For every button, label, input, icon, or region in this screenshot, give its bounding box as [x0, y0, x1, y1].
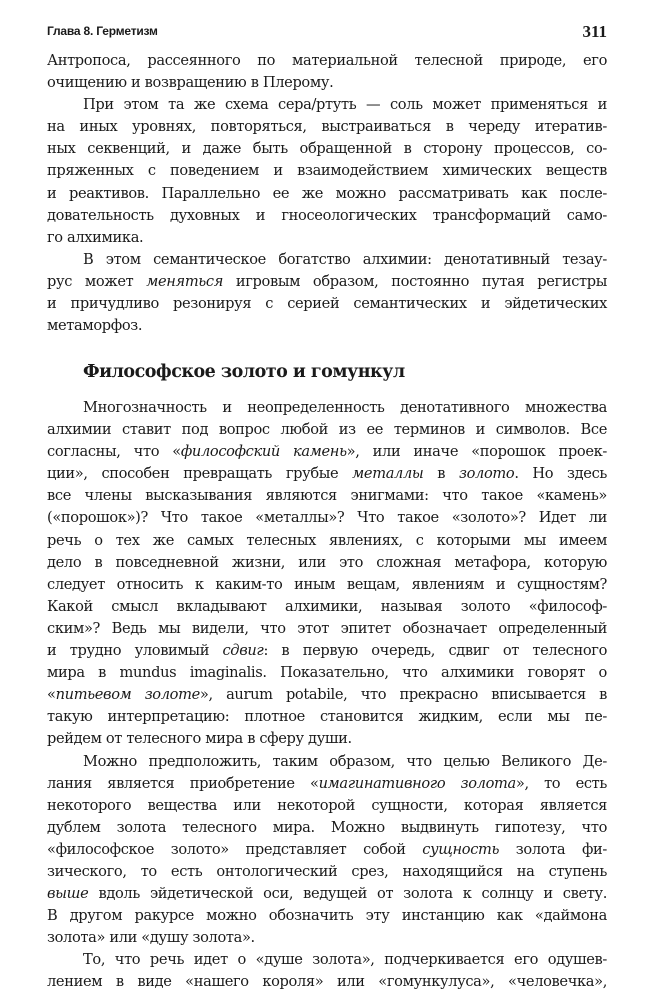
text-run: лением в виде «нашего короля» или «гомункулуса», «человечка»,	[47, 973, 607, 991]
text-run: довательность духовных и гносеологических трансформаций само-	[47, 206, 607, 224]
text-line	[47, 552, 607, 574]
text-run: », то есть	[515, 774, 607, 792]
text-line	[47, 227, 607, 249]
text-run: ных секвенций, и даже быть обращенной в сторону процессов, со-	[47, 140, 607, 158]
text-run: Какой смысл вкладывают алхимики, называя золото «философ-	[47, 597, 607, 615]
running-head	[47, 22, 607, 42]
text-run: игровым образом, постоянно путая регистры	[223, 272, 608, 290]
text-run: Многозначность и неопределенность денотативного множества	[83, 399, 607, 416]
text-line	[47, 883, 607, 905]
text-run: очищению и возвращению в Плерому.	[47, 74, 334, 92]
text-line	[47, 662, 607, 684]
text-line	[47, 507, 607, 529]
text-run: мира в mundus imaginalis. Показательно, что алхимики говорят о	[47, 664, 607, 682]
text-line	[47, 50, 607, 72]
text-line	[47, 574, 607, 596]
text-run: «	[47, 686, 56, 704]
text-run: и трудно уловимый	[47, 642, 223, 660]
emphasized-text: сдвиг	[222, 642, 264, 660]
text-line	[47, 485, 607, 507]
emphasized-text: имагинативного золота	[318, 774, 516, 792]
text-line	[47, 773, 607, 795]
text-run: : в первую очередь, сдвиг от телесного	[263, 642, 607, 660]
text-run: алхимии ставит под вопрос любой из ее терминов и символов. Все	[47, 421, 607, 439]
text-line	[47, 971, 607, 993]
text-run: дело в повседневной жизни, или это сложная метафора, которую	[47, 553, 607, 571]
text-line	[47, 640, 607, 662]
emphasized-text: выше	[47, 885, 89, 903]
text-run: При этом та же схема сера/ртуть — соль может применяться и	[83, 96, 607, 114]
text-line	[47, 293, 607, 315]
text-line	[47, 949, 607, 971]
text-run: дублем золота телесного мира. Можно выдвинуть гипотезу, что	[47, 818, 607, 836]
text-line	[47, 397, 607, 419]
text-run: все члены высказывания являются энигмами: что такое «камень»	[47, 487, 607, 505]
text-run: некоторого вещества или некоторой сущности, которая является	[47, 796, 607, 814]
text-run: пряженных с поведением и взаимодействием химических веществ	[47, 162, 607, 180]
text-line	[47, 618, 607, 640]
text-run: ским»? Ведь мы видели, что этот эпитет обозначает определенный	[47, 619, 607, 637]
text-line	[47, 905, 607, 927]
emphasized-text: меняться	[146, 272, 224, 290]
section-heading: Философское золото и гомункул	[83, 362, 405, 382]
text-run: речь о тех же самых телесных явлениях, с которыми мы имеем	[47, 531, 607, 549]
text-run: ции», способен превращать грубые	[47, 465, 353, 483]
text-run: («порошок»)? Что такое «металлы»? Что такое «золото»? Идет ли	[47, 509, 607, 527]
text-line	[47, 160, 607, 182]
text-line	[47, 441, 607, 463]
text-run: го алхимика.	[47, 228, 144, 246]
text-run: метаморфоз.	[47, 317, 143, 335]
text-run: в	[423, 465, 459, 483]
text-run: В этом семантическое богатство алхимии: денотативный тезау-	[83, 250, 607, 268]
body-text-section-1	[47, 50, 607, 337]
text-run: лания является приобретение «	[47, 774, 319, 792]
text-run: То, что речь идет о «душе золота», подчеркивается его одушев-	[83, 951, 607, 969]
text-run: золота» или «душу золота».	[47, 929, 255, 947]
text-line	[47, 706, 607, 728]
text-run: Можно предположить, таким образом, что целью Великого Де-	[83, 752, 607, 770]
text-run: В другом ракурсе можно обозначить эту инстанцию как «даймона	[47, 907, 607, 925]
text-line	[47, 205, 607, 227]
text-line	[47, 138, 607, 160]
text-run: такую интерпретацию: плотное становится жидким, если мы пе-	[47, 708, 607, 726]
text-line	[47, 596, 607, 618]
text-line	[47, 72, 607, 94]
text-line	[47, 183, 607, 205]
text-line	[47, 116, 607, 138]
text-line	[47, 530, 607, 552]
text-run: зического, то есть онтологический срез, находящийся на ступень	[47, 862, 607, 880]
text-line	[47, 271, 607, 293]
emphasized-text: золото	[458, 465, 515, 483]
text-line	[47, 817, 607, 839]
emphasized-text: философский камень	[180, 443, 347, 461]
text-line	[47, 463, 607, 485]
emphasized-text: металлы	[352, 465, 424, 483]
text-line	[47, 861, 607, 883]
page-number: 311	[582, 22, 607, 41]
text-line	[47, 249, 607, 271]
text-line	[47, 419, 607, 441]
text-line	[47, 315, 607, 337]
text-line	[47, 795, 607, 817]
body-text-section-2	[47, 397, 607, 994]
emphasized-text: питьевом золоте	[55, 686, 200, 704]
emphasized-text: сущность	[422, 840, 500, 858]
text-line	[47, 927, 607, 949]
text-run: », aurum potabile, что прекрасно вписывается в	[199, 686, 607, 704]
text-line	[47, 751, 607, 773]
text-run: Антропоса, рассеянного по материальной телесной природе, его	[47, 52, 607, 69]
text-line	[47, 94, 607, 116]
text-run: . Но здесь	[514, 465, 608, 483]
text-line	[47, 684, 607, 706]
text-run: на иных уровнях, повторяться, выстраиваться в череду итератив-	[47, 118, 607, 136]
chapter-title: Глава 8. Герметизм	[47, 24, 158, 38]
text-run: следует относить к каким-то иным вещам, явлениям и сущностям?	[47, 575, 607, 593]
text-line	[47, 839, 607, 861]
text-run: рус может	[47, 272, 147, 290]
text-run: «философское золото» представляет собой	[47, 840, 423, 858]
text-run: рейдем от телесного мира в сферу души.	[47, 730, 352, 748]
text-run: вдоль эйдетической оси, ведущей от золота к солнцу и свету.	[88, 885, 607, 903]
text-line	[47, 728, 607, 750]
text-run: », или иначе «порошок проек-	[346, 443, 607, 461]
text-run: и причудливо резонируя с серией семантических и эйдетических	[47, 295, 607, 313]
text-run: и реактивов. Параллельно ее же можно рассматривать как после-	[47, 184, 607, 202]
text-run: золота фи-	[499, 840, 607, 858]
text-run: согласны, что «	[47, 443, 181, 461]
